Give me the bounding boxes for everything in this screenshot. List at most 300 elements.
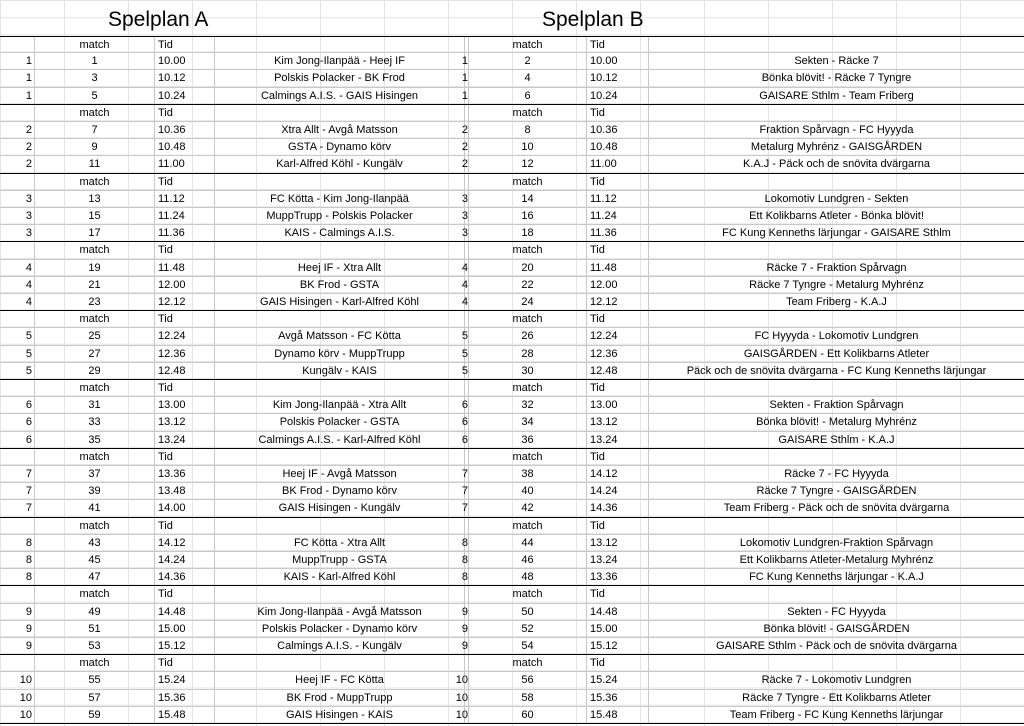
header-row	[0, 586, 1024, 603]
round-number-b: 4	[461, 296, 468, 308]
header-blank-a	[0, 174, 34, 190]
match-time-a[interactable]: 13.48	[154, 483, 214, 499]
header-row	[0, 311, 1024, 328]
header-blank-game-a	[214, 105, 464, 121]
match-number-a[interactable]: 17	[34, 225, 154, 241]
match-teams-a[interactable]: MuppTrupp - Polskis Polacker	[214, 208, 464, 224]
header-row	[0, 174, 1024, 191]
match-teams-a[interactable]: Kungälv - KAIS	[214, 363, 464, 379]
match-number-a[interactable]: 49	[34, 604, 154, 620]
round-number-b: 6	[461, 416, 468, 429]
round-number-a[interactable]: 2	[25, 141, 32, 154]
match-teams-b[interactable]: Sekten - Räcke 7	[648, 53, 1024, 69]
match-number-b[interactable]: 8	[468, 122, 586, 138]
match-time-a[interactable]: 15.36	[154, 690, 214, 706]
match-time-a[interactable]: 12.48	[154, 363, 214, 379]
table-row	[0, 53, 1024, 70]
round-number-a[interactable]: 9	[25, 605, 32, 618]
round-number-a[interactable]: 2	[25, 124, 32, 136]
match-number-a[interactable]: 11	[34, 156, 154, 172]
match-teams-a[interactable]: Calmings A.I.S. - Karl-Alfred Köhl	[214, 432, 464, 448]
title-spelplan-a: Spelplan A	[108, 8, 209, 31]
match-teams-b[interactable]: Bönka blövit! - Metalurg Myhrénz	[648, 414, 1024, 430]
match-time-a[interactable]: 13.36	[154, 466, 214, 482]
match-teams-b[interactable]: Team Friberg - Päck och de snövita dvärgarna	[648, 500, 1024, 516]
match-teams-b[interactable]: K.A.J - Päck och de snövita dvärgarna	[648, 156, 1024, 172]
match-time-a[interactable]: 10.00	[154, 53, 214, 69]
match-teams-a[interactable]: MuppTrupp - GSTA	[214, 552, 464, 568]
match-number-a[interactable]: 27	[34, 346, 154, 362]
match-number-a[interactable]: 15	[34, 208, 154, 224]
match-time-b[interactable]: 13.24	[586, 552, 648, 568]
table-row	[0, 466, 1024, 483]
round-number-b: 5	[461, 347, 468, 360]
table-row	[0, 139, 1024, 156]
header-tid-a: Tid	[154, 105, 214, 121]
match-number-a[interactable]: 13	[34, 191, 154, 207]
header-tid-a: Tid	[154, 311, 214, 327]
match-teams-b[interactable]: Team Friberg - FC Kung Kenneths lärjungar	[648, 707, 1024, 723]
match-number-b[interactable]: 18	[468, 225, 586, 241]
match-time-a[interactable]: 11.24	[154, 208, 214, 224]
round-number-a[interactable]: 7	[25, 502, 32, 515]
round-number-b: 6	[461, 399, 468, 412]
round-number-b: 9	[461, 605, 468, 618]
round-number-b: 7	[461, 485, 468, 498]
match-teams-b[interactable]: Metalurg Myhrénz - GAISGÅRDEN	[648, 139, 1024, 155]
match-number-b[interactable]: 28	[468, 346, 586, 362]
match-number-a[interactable]: 29	[34, 363, 154, 379]
match-number-b[interactable]: 22	[468, 277, 586, 293]
match-number-b[interactable]: 12	[468, 156, 586, 172]
match-number-a[interactable]: 23	[34, 294, 154, 310]
match-teams-a[interactable]: Calmings A.I.S. - Kungälv	[214, 638, 464, 654]
match-teams-a[interactable]: Kim Jong-Ilanpää - Heej IF	[214, 53, 464, 69]
round-number-a[interactable]: 1	[25, 89, 32, 102]
match-teams-a[interactable]: KAIS - Karl-Alfred Köhl	[214, 569, 464, 585]
round-number-b: 8	[461, 571, 468, 584]
round-number-a[interactable]: 3	[25, 192, 32, 205]
round-number-a[interactable]: 5	[25, 330, 32, 343]
match-time-a[interactable]: 10.12	[154, 70, 214, 86]
match-number-b[interactable]: 40	[468, 483, 586, 499]
match-teams-b[interactable]: Räcke 7 - FC Hyyyda	[648, 466, 1024, 482]
round-number-b: 3	[461, 227, 468, 240]
round-number-b: 5	[461, 330, 468, 343]
header-row	[0, 449, 1024, 466]
round-number-b: 3	[461, 210, 468, 222]
match-teams-b[interactable]: FC Kung Kenneths lärjungar - GAISARE Sthlm	[648, 225, 1024, 241]
match-number-a[interactable]: 33	[34, 414, 154, 430]
header-blank-game-b	[648, 311, 1024, 327]
table-row	[0, 483, 1024, 500]
round-number-b: 8	[461, 536, 468, 549]
match-teams-a[interactable]: BK Frod - MuppTrupp	[214, 690, 464, 706]
match-number-b[interactable]: 38	[468, 466, 586, 482]
round-number-a[interactable]: 3	[25, 227, 32, 240]
header-match-b: match	[468, 380, 586, 396]
match-teams-b[interactable]: Fraktion Spårvagn - FC Hyyyda	[648, 122, 1024, 138]
table-row	[0, 604, 1024, 621]
table-row	[0, 621, 1024, 638]
header-blank-game-a	[214, 311, 464, 327]
match-teams-b[interactable]: GAISARE Sthlm - Päck och de snövita dvärgarna	[648, 638, 1024, 654]
match-number-b[interactable]: 4	[468, 70, 586, 86]
match-teams-b[interactable]: GAISARE Sthlm - Team Friberg	[648, 88, 1024, 104]
header-blank-game-a	[214, 37, 464, 52]
match-number-b[interactable]: 2	[468, 53, 586, 69]
match-teams-a[interactable]: Polskis Polacker - GSTA	[214, 414, 464, 430]
match-time-a[interactable]: 13.24	[154, 432, 214, 448]
header-tid-a: Tid	[154, 518, 214, 534]
match-time-b[interactable]: 10.36	[586, 122, 648, 138]
match-time-a[interactable]: 14.24	[154, 552, 214, 568]
match-number-a[interactable]: 47	[34, 569, 154, 585]
round-number-a[interactable]: 2	[25, 158, 32, 171]
match-number-a[interactable]: 43	[34, 535, 154, 551]
round-number-a[interactable]: 6	[25, 433, 32, 446]
match-teams-a[interactable]: Polskis Polacker - BK Frod	[214, 70, 464, 86]
match-number-b[interactable]: 20	[468, 260, 586, 276]
match-teams-a[interactable]: Kim Jong-Ilanpää - Xtra Allt	[214, 397, 464, 413]
match-teams-a[interactable]: Heej IF - Avgå Matsson	[214, 466, 464, 482]
match-time-b[interactable]: 15.48	[586, 707, 648, 723]
match-teams-a[interactable]: Karl-Alfred Köhl - Kungälv	[214, 156, 464, 172]
match-number-b[interactable]: 6	[468, 88, 586, 104]
match-time-a[interactable]: 15.12	[154, 638, 214, 654]
match-teams-a[interactable]: Heej IF - FC Kötta	[214, 672, 464, 688]
round-number-a[interactable]: 5	[25, 364, 32, 377]
header-match-a: match	[34, 518, 154, 534]
match-teams-a[interactable]: Heej IF - Xtra Allt	[214, 260, 464, 276]
match-number-a[interactable]: 37	[34, 466, 154, 482]
match-number-b[interactable]: 16	[468, 208, 586, 224]
match-teams-b[interactable]: Sekten - Fraktion Spårvagn	[648, 397, 1024, 413]
match-number-b[interactable]: 52	[468, 621, 586, 637]
match-number-a[interactable]: 57	[34, 690, 154, 706]
match-teams-b[interactable]: Räcke 7 - Lokomotiv Lundgren	[648, 672, 1024, 688]
match-time-a[interactable]: 14.48	[154, 604, 214, 620]
table-row	[0, 638, 1024, 655]
round-number-a[interactable]: 9	[25, 640, 32, 652]
match-time-a[interactable]: 13.00	[154, 397, 214, 413]
match-time-a[interactable]: 14.12	[154, 535, 214, 551]
header-blank-game-a	[214, 242, 464, 258]
header-match-b: match	[468, 242, 586, 258]
header-tid-b: Tid	[586, 37, 648, 52]
header-tid-b: Tid	[586, 586, 648, 602]
match-time-a[interactable]: 12.24	[154, 328, 214, 344]
header-tid-b: Tid	[586, 105, 648, 121]
round-number-a[interactable]: 8	[25, 571, 32, 584]
table-row	[0, 191, 1024, 208]
table-row	[0, 414, 1024, 431]
round-number-b: 10	[455, 674, 468, 687]
round-number-b: 7	[461, 502, 468, 515]
match-time-a[interactable]: 11.36	[154, 225, 214, 241]
round-number-b: 10	[455, 691, 468, 704]
round-number-b: 1	[461, 89, 468, 102]
table-row	[0, 277, 1024, 294]
match-number-a[interactable]: 21	[34, 277, 154, 293]
header-blank-a	[0, 105, 34, 121]
match-time-b[interactable]: 13.12	[586, 535, 648, 551]
table-row	[0, 535, 1024, 552]
header-blank-game-b	[648, 37, 1024, 52]
match-number-a[interactable]: 7	[34, 122, 154, 138]
match-teams-b[interactable]: Ett Kolikbarns Atleter-Metalurg Myhrénz	[648, 552, 1024, 568]
match-number-a[interactable]: 51	[34, 621, 154, 637]
match-time-b[interactable]: 10.12	[586, 70, 648, 86]
round-number-b: 7	[461, 468, 468, 480]
match-time-b[interactable]: 13.36	[586, 569, 648, 585]
round-number-a[interactable]: 8	[25, 554, 32, 566]
match-teams-a[interactable]: GAIS Hisingen - KAIS	[214, 707, 464, 723]
match-teams-b[interactable]: Lokomotiv Lundgren - Sekten	[648, 191, 1024, 207]
match-number-b[interactable]: 60	[468, 707, 586, 723]
table-row	[0, 156, 1024, 173]
match-time-a[interactable]: 11.48	[154, 260, 214, 276]
round-number-a[interactable]: 7	[25, 485, 32, 498]
match-teams-a[interactable]: Xtra Allt - Avgå Matsson	[214, 122, 464, 138]
match-teams-b[interactable]: Bönka blövit! - Räcke 7 Tyngre	[648, 70, 1024, 86]
match-number-a[interactable]: 35	[34, 432, 154, 448]
header-blank-a	[0, 449, 34, 465]
header-blank-a	[0, 655, 34, 671]
match-number-a[interactable]: 55	[34, 672, 154, 688]
match-number-b[interactable]: 46	[468, 552, 586, 568]
match-number-a[interactable]: 3	[34, 70, 154, 86]
match-teams-b[interactable]: Sekten - FC Hyyyda	[648, 604, 1024, 620]
header-tid-a: Tid	[154, 586, 214, 602]
match-teams-a[interactable]: BK Frod - Dynamo körv	[214, 483, 464, 499]
match-teams-b[interactable]: Lokomotiv Lundgren-Fraktion Spårvagn	[648, 535, 1024, 551]
match-number-a[interactable]: 5	[34, 88, 154, 104]
match-time-b[interactable]: 12.00	[586, 277, 648, 293]
header-match-a: match	[34, 449, 154, 465]
match-number-b[interactable]: 26	[468, 328, 586, 344]
match-number-b[interactable]: 10	[468, 139, 586, 155]
match-time-a[interactable]: 10.24	[154, 88, 214, 104]
match-time-a[interactable]: 10.36	[154, 122, 214, 138]
match-number-b[interactable]: 50	[468, 604, 586, 620]
header-row	[0, 242, 1024, 259]
match-teams-b[interactable]: Räcke 7 Tyngre - GAISGÅRDEN	[648, 483, 1024, 499]
match-time-b[interactable]: 15.00	[586, 621, 648, 637]
match-time-b[interactable]: 11.48	[586, 260, 648, 276]
match-teams-b[interactable]: Team Friberg - K.A.J	[648, 294, 1024, 310]
match-teams-b[interactable]: Bönka blövit! - GAISGÅRDEN	[648, 621, 1024, 637]
header-match-b: match	[468, 174, 586, 190]
match-teams-b[interactable]: FC Kung Kenneths lärjungar - K.A.J	[648, 569, 1024, 585]
match-teams-b[interactable]: Räcke 7 Tyngre - Ett Kolikbarns Atleter	[648, 690, 1024, 706]
header-match-a: match	[34, 105, 154, 121]
match-teams-a[interactable]: Polskis Polacker - Dynamo körv	[214, 621, 464, 637]
match-teams-a[interactable]: BK Frod - GSTA	[214, 277, 464, 293]
match-teams-b[interactable]: Ett Kolikbarns Atleter - Bönka blövit!	[648, 208, 1024, 224]
table-row	[0, 397, 1024, 414]
match-time-a[interactable]: 12.00	[154, 277, 214, 293]
table-row	[0, 88, 1024, 105]
match-number-a[interactable]: 9	[34, 139, 154, 155]
match-teams-a[interactable]: Avgå Matsson - FC Kötta	[214, 328, 464, 344]
match-number-a[interactable]: 53	[34, 638, 154, 654]
match-number-a[interactable]: 19	[34, 260, 154, 276]
header-match-b: match	[468, 37, 586, 52]
match-number-a[interactable]: 1	[34, 53, 154, 69]
match-number-a[interactable]: 59	[34, 707, 154, 723]
match-number-b[interactable]: 30	[468, 363, 586, 379]
match-time-b[interactable]: 13.24	[586, 432, 648, 448]
match-time-a[interactable]: 13.12	[154, 414, 214, 430]
header-blank-game-a	[214, 586, 464, 602]
header-match-b: match	[468, 655, 586, 671]
match-teams-a[interactable]: FC Kötta - Xtra Allt	[214, 535, 464, 551]
match-teams-a[interactable]: GSTA - Dynamo körv	[214, 139, 464, 155]
header-row	[0, 36, 1024, 53]
match-number-a[interactable]: 41	[34, 500, 154, 516]
match-time-b[interactable]: 12.36	[586, 346, 648, 362]
match-time-a[interactable]: 15.00	[154, 621, 214, 637]
match-time-b[interactable]: 14.12	[586, 466, 648, 482]
header-blank-game-b	[648, 380, 1024, 396]
header-row	[0, 380, 1024, 397]
round-number-b: 10	[455, 708, 468, 721]
header-tid-a: Tid	[154, 655, 214, 671]
match-teams-b[interactable]: FC Hyyyda - Lokomotiv Lundgren	[648, 328, 1024, 344]
round-number-b: 1	[461, 55, 468, 68]
header-match-b: match	[468, 449, 586, 465]
match-time-b[interactable]: 10.00	[586, 53, 648, 69]
match-number-a[interactable]: 25	[34, 328, 154, 344]
match-teams-a[interactable]: Calmings A.I.S. - GAIS Hisingen	[214, 88, 464, 104]
round-number-a[interactable]: 4	[25, 261, 32, 274]
round-number-a[interactable]: 10	[19, 708, 32, 721]
match-time-b[interactable]: 12.12	[586, 294, 648, 310]
match-teams-b[interactable]: GAISGÅRDEN - Ett Kolikbarns Atleter	[648, 346, 1024, 362]
header-tid-b: Tid	[586, 380, 648, 396]
match-teams-b[interactable]: Räcke 7 - Fraktion Spårvagn	[648, 260, 1024, 276]
header-match-a: match	[34, 655, 154, 671]
header-blank-game-a	[214, 174, 464, 190]
header-tid-b: Tid	[586, 174, 648, 190]
match-time-a[interactable]: 15.48	[154, 707, 214, 723]
match-time-b[interactable]: 13.12	[586, 414, 648, 430]
match-time-b[interactable]: 12.24	[586, 328, 648, 344]
match-time-a[interactable]: 10.48	[154, 139, 214, 155]
header-blank-game-b	[648, 518, 1024, 534]
match-time-b[interactable]: 12.48	[586, 363, 648, 379]
match-number-b[interactable]: 56	[468, 672, 586, 688]
match-time-b[interactable]: 10.48	[586, 139, 648, 155]
round-number-a[interactable]: 4	[25, 278, 32, 291]
match-time-b[interactable]: 15.24	[586, 672, 648, 688]
round-number-a[interactable]: 4	[25, 296, 32, 308]
match-time-a[interactable]: 11.12	[154, 191, 214, 207]
round-number-b: 6	[461, 433, 468, 446]
round-number-a[interactable]: 10	[19, 691, 32, 704]
match-number-b[interactable]: 44	[468, 535, 586, 551]
match-time-b[interactable]: 11.00	[586, 156, 648, 172]
round-number-a[interactable]: 7	[25, 468, 32, 480]
round-number-a[interactable]: 9	[25, 622, 32, 635]
match-teams-a[interactable]: GAIS Hisingen - Karl-Alfred Köhl	[214, 294, 464, 310]
match-teams-a[interactable]: GAIS Hisingen - Kungälv	[214, 500, 464, 516]
match-number-a[interactable]: 45	[34, 552, 154, 568]
match-number-b[interactable]: 42	[468, 500, 586, 516]
header-tid-b: Tid	[586, 311, 648, 327]
match-time-b[interactable]: 14.48	[586, 604, 648, 620]
match-number-b[interactable]: 24	[468, 294, 586, 310]
header-blank-game-b	[648, 174, 1024, 190]
round-number-a[interactable]: 6	[25, 416, 32, 429]
table-row	[0, 70, 1024, 87]
table-row	[0, 690, 1024, 707]
round-number-a[interactable]: 3	[25, 210, 32, 222]
round-number-a[interactable]: 6	[25, 399, 32, 412]
match-teams-a[interactable]: Kim Jong-Ilanpää - Avgå Matsson	[214, 604, 464, 620]
round-number-a[interactable]: 1	[25, 55, 32, 68]
match-number-b[interactable]: 48	[468, 569, 586, 585]
match-number-b[interactable]: 54	[468, 638, 586, 654]
match-time-b[interactable]: 11.36	[586, 225, 648, 241]
round-number-b: 2	[461, 141, 468, 154]
match-number-a[interactable]: 31	[34, 397, 154, 413]
match-number-b[interactable]: 58	[468, 690, 586, 706]
match-number-b[interactable]: 34	[468, 414, 586, 430]
match-teams-a[interactable]: KAIS - Calmings A.I.S.	[214, 225, 464, 241]
header-blank-a	[0, 586, 34, 602]
title-spelplan-b: Spelplan B	[542, 8, 644, 31]
round-number-b: 3	[461, 192, 468, 205]
match-time-a[interactable]: 15.24	[154, 672, 214, 688]
match-time-b[interactable]: 15.12	[586, 638, 648, 654]
match-time-a[interactable]: 12.36	[154, 346, 214, 362]
match-time-b[interactable]: 15.36	[586, 690, 648, 706]
match-time-b[interactable]: 11.24	[586, 208, 648, 224]
match-time-a[interactable]: 11.00	[154, 156, 214, 172]
match-number-b[interactable]: 14	[468, 191, 586, 207]
header-blank-game-b	[648, 449, 1024, 465]
header-match-a: match	[34, 311, 154, 327]
match-time-a[interactable]: 14.36	[154, 569, 214, 585]
match-number-b[interactable]: 32	[468, 397, 586, 413]
match-teams-b[interactable]: GAISARE Sthlm - K.A.J	[648, 432, 1024, 448]
match-time-b[interactable]: 14.24	[586, 483, 648, 499]
round-number-a[interactable]: 1	[25, 72, 32, 85]
match-teams-a[interactable]: Dynamo körv - MuppTrupp	[214, 346, 464, 362]
match-number-b[interactable]: 36	[468, 432, 586, 448]
match-time-b[interactable]: 11.12	[586, 191, 648, 207]
header-blank-game-a	[214, 380, 464, 396]
match-time-a[interactable]: 14.00	[154, 500, 214, 516]
match-teams-b[interactable]: Räcke 7 Tyngre - Metalurg Myhrénz	[648, 277, 1024, 293]
match-teams-b[interactable]: Päck och de snövita dvärgarna - FC Kung Kenneths lärjungar	[648, 363, 1024, 379]
round-number-a[interactable]: 10	[19, 674, 32, 687]
match-time-b[interactable]: 10.24	[586, 88, 648, 104]
round-number-a[interactable]: 8	[25, 536, 32, 549]
match-teams-a[interactable]: FC Kötta - Kim Jong-Ilanpää	[214, 191, 464, 207]
round-number-b: 4	[461, 278, 468, 291]
match-time-b[interactable]: 13.00	[586, 397, 648, 413]
header-blank-game-b	[648, 105, 1024, 121]
match-time-a[interactable]: 12.12	[154, 294, 214, 310]
header-tid-a: Tid	[154, 242, 214, 258]
header-tid-b: Tid	[586, 655, 648, 671]
match-time-b[interactable]: 14.36	[586, 500, 648, 516]
match-number-a[interactable]: 39	[34, 483, 154, 499]
round-number-a[interactable]: 5	[25, 347, 32, 360]
